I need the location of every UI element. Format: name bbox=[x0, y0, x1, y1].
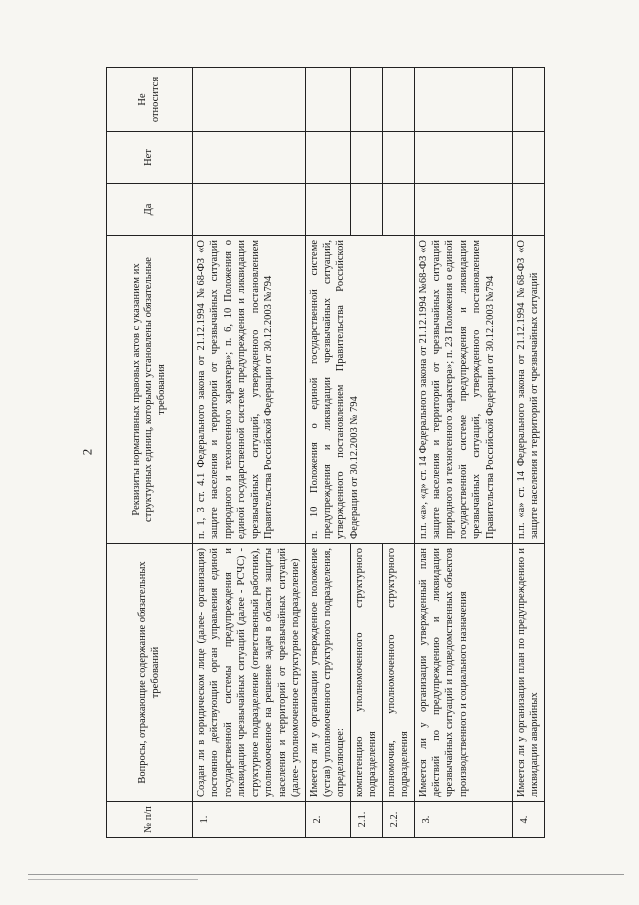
row-num: 3. bbox=[414, 802, 512, 838]
header-num: № п/п bbox=[107, 802, 193, 838]
row-question: Имеется ли у организации утвержденный план действий по предупреждению и ликвидации чрезвычайных ситуаций и подведомственных объектов производственного и социального назначения bbox=[414, 544, 512, 802]
header-question: Вопросы, отражающие содержание обязательных требований bbox=[107, 544, 193, 802]
row-num: 1. bbox=[193, 802, 306, 838]
table-row bbox=[414, 68, 512, 838]
row-num: 2.1. bbox=[350, 802, 382, 838]
answer-no-cell[interactable] bbox=[512, 132, 544, 184]
answer-not-applicable-cell[interactable] bbox=[512, 68, 544, 132]
row-question: полномочия, уполномоченного структурного подразделения bbox=[382, 544, 414, 802]
row-num: 2.2. bbox=[382, 802, 414, 838]
header-yes: Да bbox=[107, 184, 193, 236]
row-references: п.п. «а», «д» ст. 14 Федерального закона от 21.12.1994 №68-ФЗ «О защите населения и территорий от чрезвычайных ситуаций природного и техногенного характера»; п. 23 Положения о единой государственной системе предупреждения и ликвидации чрезвычайных ситуаций, утвержденного постановлением Правительства Российской Федерации от 30.12.2003 №794 bbox=[414, 236, 512, 544]
row-references: п. 10 Положения о единой государственной системе предупреждения и ликвидации чрезвычайных ситуаций, утвержденного постановлением Правительства Российской Федерации от 30.12.2003 № 794 bbox=[305, 236, 414, 544]
header-references: Реквизиты нормативных правовых актов с указанием их структурных единиц, которыми установлены обязательные требования bbox=[107, 236, 193, 544]
answer-no-cell[interactable] bbox=[414, 132, 512, 184]
row-num: 2. bbox=[305, 802, 350, 838]
answer-yes-cell[interactable] bbox=[350, 184, 382, 236]
table-row bbox=[193, 68, 306, 838]
answer-no-cell[interactable] bbox=[305, 132, 350, 184]
answer-not-applicable-cell[interactable] bbox=[193, 68, 306, 132]
answer-not-applicable-cell[interactable] bbox=[382, 68, 414, 132]
answer-not-applicable-cell[interactable] bbox=[350, 68, 382, 132]
answer-yes-cell[interactable] bbox=[414, 184, 512, 236]
answer-not-applicable-cell[interactable] bbox=[414, 68, 512, 132]
header-no: Нет bbox=[107, 132, 193, 184]
row-question: компетенцию уполномоченного структурного подразделения bbox=[350, 544, 382, 802]
checklist-table bbox=[106, 67, 545, 838]
answer-no-cell[interactable] bbox=[350, 132, 382, 184]
header-not-applicable: Не относится bbox=[107, 68, 193, 132]
scan-edge-line bbox=[28, 874, 624, 875]
row-num: 4. bbox=[512, 802, 544, 838]
answer-not-applicable-cell[interactable] bbox=[305, 68, 350, 132]
row-question: Создан ли в юридическом лице (далее- организация) постоянно действующий орган управления единой государственной системы предупреждения и ликвидации чрезвычайных ситуаций (далее - РСЧС) - структурное подразделение (ответственный работник), уполномоченное на решение задач в области защиты населения и территорий от чрезвычайных ситуаций (далее- уполномоченное структурное подразделение) bbox=[193, 544, 306, 802]
answer-yes-cell[interactable] bbox=[193, 184, 306, 236]
answer-yes-cell[interactable] bbox=[512, 184, 544, 236]
page-number: 2 bbox=[79, 448, 95, 456]
row-question: Имеется ли у организации план по предупреждению и ликвидации аварийных bbox=[512, 544, 544, 802]
row-references: п. 1, 3 ст. 4.1 Федерального закона от 21.12.1994 №68-ФЗ «О защите населения и территорий от чрезвычайных ситуаций природного и техногенного характера»; п. 6, 10 Положения о единой государственной системе предупреждения и ликвидации чрезвычайных ситуаций, утвержденного постановлением Правительства Российской Федерации от 30.12.2003 №794 bbox=[193, 236, 306, 544]
scan-edge-line bbox=[28, 879, 198, 880]
answer-no-cell[interactable] bbox=[193, 132, 306, 184]
row-question: Имеется ли у организации утвержденное положение (устав) уполномоченного структурного подразделения, определяющее: bbox=[305, 544, 350, 802]
table-row bbox=[512, 68, 544, 838]
answer-no-cell[interactable] bbox=[382, 132, 414, 184]
checklist-table-wrapper bbox=[106, 68, 540, 838]
row-references: п.п. «а» ст. 14 Федерального закона от 21.12.1994 №68-ФЗ «О защите населения и территорий от чрезвычайных ситуаций bbox=[512, 236, 544, 544]
table-row bbox=[305, 68, 350, 838]
answer-yes-cell[interactable] bbox=[382, 184, 414, 236]
table-header-row bbox=[107, 68, 193, 838]
answer-yes-cell[interactable] bbox=[305, 184, 350, 236]
